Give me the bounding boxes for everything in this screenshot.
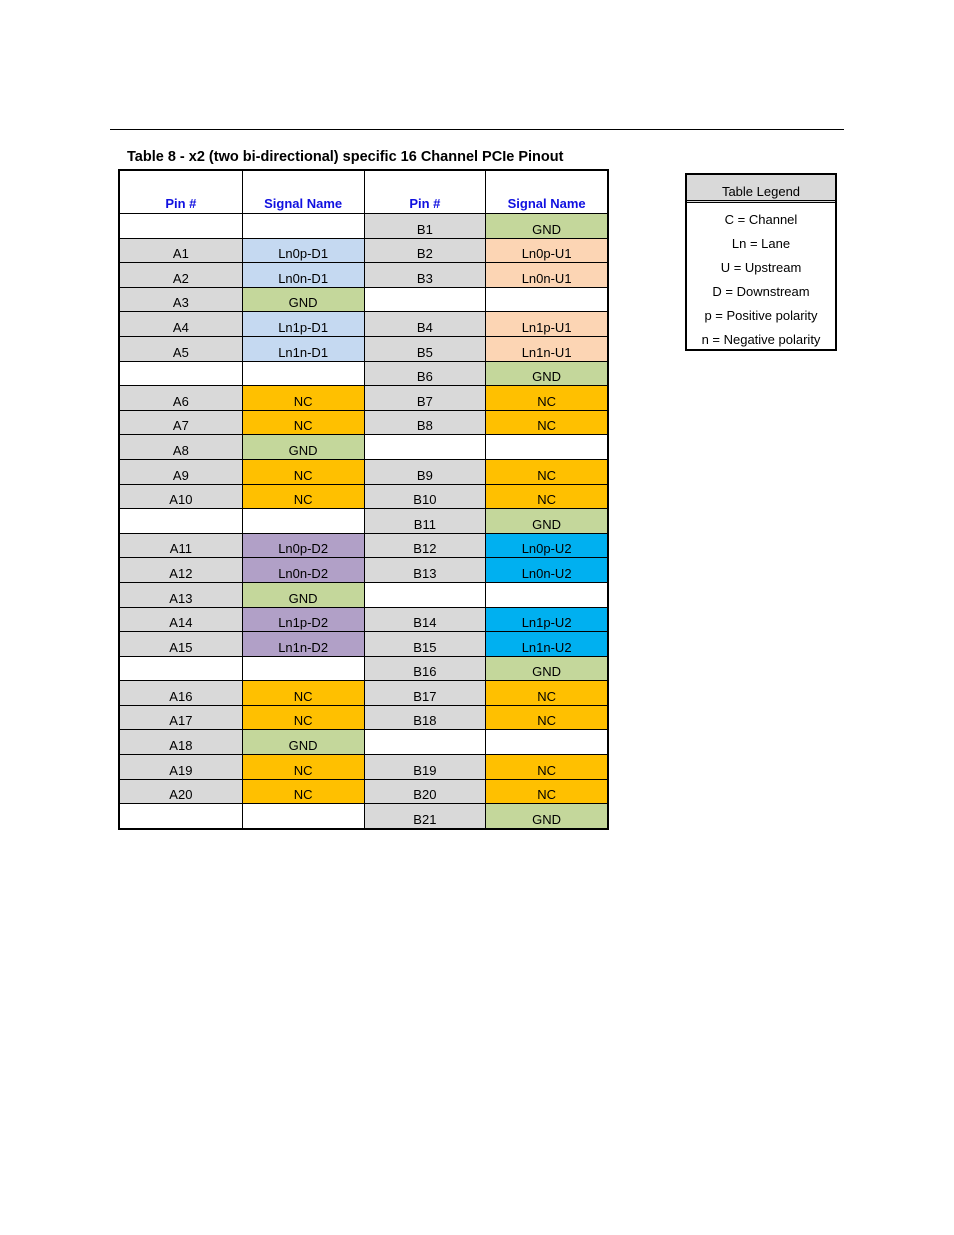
cell-signal-b: Ln1p-U1 (485, 312, 607, 336)
top-divider-rule (110, 129, 844, 130)
legend-item: C = Channel (724, 212, 798, 227)
table-title: Table 8 - x2 (two bi-directional) specific 16 Channel PCIe Pinout (127, 149, 564, 165)
cell-signal-b: Ln1n-U1 (485, 337, 607, 361)
cell-pin-b: B12 (364, 534, 486, 558)
legend-item: n = Negative polarity (701, 332, 821, 347)
cell-pin-a: A2 (120, 263, 242, 287)
cell-pin-a: A15 (120, 632, 242, 656)
table-row (120, 779, 607, 804)
table-row (120, 582, 607, 607)
cell-signal-b: Ln0p-U1 (485, 239, 607, 263)
cell-pin-b: B5 (364, 337, 486, 361)
table-row (120, 484, 607, 509)
table-row (120, 557, 607, 582)
cell-pin-b: B20 (364, 780, 486, 804)
cell-pin-a: A4 (120, 312, 242, 336)
cell-signal-b: Ln0n-U2 (485, 558, 607, 582)
table-row (120, 385, 607, 410)
table-row (120, 238, 607, 263)
cell-signal-b: Ln1p-U2 (485, 608, 607, 632)
cell-signal-a: Ln1n-D2 (242, 632, 364, 656)
cell-pin-a: A10 (120, 485, 242, 509)
cell-signal-b: GND (485, 509, 607, 533)
cell-signal-a (242, 214, 364, 238)
cell-pin-b: B6 (364, 362, 486, 386)
cell-signal-a: Ln1n-D1 (242, 337, 364, 361)
cell-pin-b: B8 (364, 411, 486, 435)
legend-item: U = Upstream (720, 260, 802, 275)
legend-item: p = Positive polarity (704, 308, 818, 323)
table-legend (685, 173, 837, 351)
cell-signal-a: NC (242, 485, 364, 509)
cell-pin-b (364, 730, 486, 754)
table-row (120, 434, 607, 459)
cell-signal-a: NC (242, 411, 364, 435)
cell-pin-b: B10 (364, 485, 486, 509)
cell-signal-b: Ln0n-U1 (485, 263, 607, 287)
cell-pin-b: B11 (364, 509, 486, 533)
cell-signal-b: NC (485, 755, 607, 779)
cell-signal-a (242, 657, 364, 681)
cell-signal-a: NC (242, 681, 364, 705)
cell-signal-a: Ln1p-D2 (242, 608, 364, 632)
cell-pin-a: A13 (120, 583, 242, 607)
cell-pin-b: B13 (364, 558, 486, 582)
cell-signal-a: Ln0p-D2 (242, 534, 364, 558)
cell-signal-b: NC (485, 706, 607, 730)
table-row (120, 287, 607, 312)
legend-title: Table Legend (687, 175, 835, 203)
cell-signal-a: NC (242, 755, 364, 779)
cell-pin-b: B17 (364, 681, 486, 705)
cell-pin-b: B4 (364, 312, 486, 336)
cell-signal-b: NC (485, 780, 607, 804)
cell-signal-b: NC (485, 681, 607, 705)
table-row (120, 754, 607, 779)
cell-signal-b (485, 435, 607, 459)
cell-signal-b: NC (485, 411, 607, 435)
cell-signal-a (242, 362, 364, 386)
cell-pin-b: B16 (364, 657, 486, 681)
cell-signal-b: NC (485, 386, 607, 410)
cell-pin-a (120, 214, 242, 238)
cell-pin-a (120, 657, 242, 681)
cell-pin-a: A9 (120, 460, 242, 484)
cell-signal-b: GND (485, 657, 607, 681)
cell-signal-b: NC (485, 485, 607, 509)
header-pin-a: Pin # (165, 196, 197, 211)
table-row (120, 729, 607, 754)
cell-signal-a: GND (242, 435, 364, 459)
cell-signal-a: NC (242, 780, 364, 804)
cell-signal-a: Ln0p-D1 (242, 239, 364, 263)
cell-pin-b: B2 (364, 239, 486, 263)
cell-pin-b: B19 (364, 755, 486, 779)
table-row (120, 459, 607, 484)
cell-signal-b: GND (485, 804, 607, 828)
pinout-table-body (120, 213, 607, 828)
cell-pin-a: A6 (120, 386, 242, 410)
cell-pin-a: A7 (120, 411, 242, 435)
cell-pin-a (120, 362, 242, 386)
cell-pin-b: B9 (364, 460, 486, 484)
table-row (120, 803, 607, 828)
cell-signal-b: Ln1n-U2 (485, 632, 607, 656)
cell-signal-b (485, 288, 607, 312)
cell-pin-b: B1 (364, 214, 486, 238)
cell-pin-b: B15 (364, 632, 486, 656)
cell-pin-a: A14 (120, 608, 242, 632)
cell-pin-a: A16 (120, 681, 242, 705)
cell-pin-a: A1 (120, 239, 242, 263)
table-row (120, 213, 607, 238)
cell-pin-a: A12 (120, 558, 242, 582)
table-row (120, 680, 607, 705)
table-row (120, 705, 607, 730)
cell-pin-b (364, 435, 486, 459)
cell-pin-b: B3 (364, 263, 486, 287)
cell-signal-b: NC (485, 460, 607, 484)
cell-signal-a: GND (242, 288, 364, 312)
header-pin-b: Pin # (364, 171, 486, 213)
cell-pin-b: B21 (364, 804, 486, 828)
table-row (120, 533, 607, 558)
cell-signal-a: NC (242, 386, 364, 410)
header-signal-a: Signal Name (242, 171, 364, 213)
cell-pin-a: A18 (120, 730, 242, 754)
cell-signal-a: NC (242, 460, 364, 484)
table-row (120, 631, 607, 656)
legend-items (687, 203, 835, 347)
cell-signal-b: Ln0p-U2 (485, 534, 607, 558)
table-row (120, 311, 607, 336)
cell-pin-a: A20 (120, 780, 242, 804)
cell-signal-a: NC (242, 706, 364, 730)
legend-item: Ln = Lane (731, 236, 791, 251)
cell-signal-a: Ln1p-D1 (242, 312, 364, 336)
pinout-table (118, 169, 609, 830)
cell-pin-a: A5 (120, 337, 242, 361)
table-row (120, 410, 607, 435)
cell-pin-a: A11 (120, 534, 242, 558)
table-row (120, 508, 607, 533)
cell-pin-a: A17 (120, 706, 242, 730)
cell-signal-a (242, 804, 364, 828)
table-row (120, 607, 607, 632)
legend-item: D = Downstream (712, 284, 810, 299)
table-row (120, 336, 607, 361)
cell-signal-a (242, 509, 364, 533)
table-row (120, 656, 607, 681)
cell-pin-b (364, 288, 486, 312)
cell-signal-b (485, 583, 607, 607)
table-header-row (120, 171, 607, 213)
cell-pin-b: B7 (364, 386, 486, 410)
cell-pin-b (364, 583, 486, 607)
cell-pin-a: A19 (120, 755, 242, 779)
table-row (120, 262, 607, 287)
cell-pin-b: B18 (364, 706, 486, 730)
cell-pin-a (120, 804, 242, 828)
cell-signal-b: GND (485, 214, 607, 238)
cell-signal-a: GND (242, 583, 364, 607)
cell-pin-a (120, 509, 242, 533)
header-signal-b: Signal Name (485, 171, 607, 213)
cell-pin-a: A8 (120, 435, 242, 459)
cell-signal-b (485, 730, 607, 754)
cell-pin-a: A3 (120, 288, 242, 312)
table-row (120, 361, 607, 386)
cell-signal-a: Ln0n-D2 (242, 558, 364, 582)
cell-signal-a: Ln0n-D1 (242, 263, 364, 287)
cell-signal-a: GND (242, 730, 364, 754)
cell-pin-b: B14 (364, 608, 486, 632)
cell-signal-b: GND (485, 362, 607, 386)
